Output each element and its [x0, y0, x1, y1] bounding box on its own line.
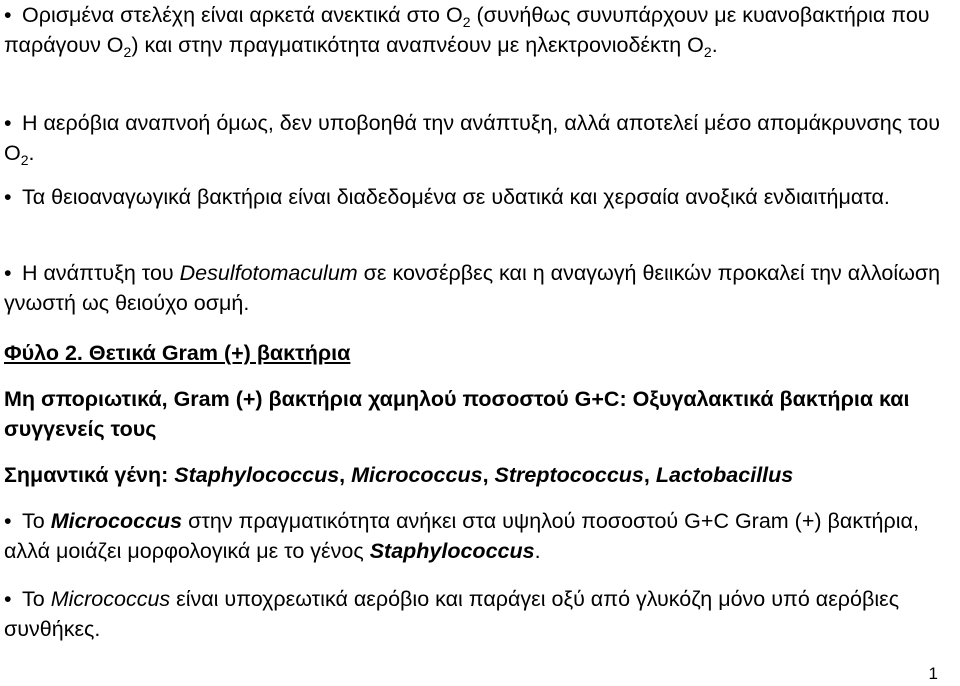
text: ) και στην πραγματικότητα αναπνέουν με ηλεκτρονιοδέκτη O	[131, 33, 704, 57]
genus-name: Micrococcus	[50, 587, 171, 611]
bullet: •	[4, 185, 12, 209]
text: Τα θειοαναγωγικά βακτήρια είναι διαδεδομένα σε υδατικά και χερσαία ανοξικά ενδιαιτήματα.	[22, 185, 890, 209]
text: στην πραγματικότητα ανήκει στα υψηλού ποσοστού G+C Gram (+) βακτήρια, αλλά μοιάζει μορφολογικά με το γένος	[4, 509, 919, 563]
page-number: 1	[928, 664, 938, 683]
bullet: •	[4, 3, 12, 27]
important-genera	[4, 460, 956, 490]
subscript: 2	[462, 14, 471, 30]
text: Η ανάπτυξη του	[22, 261, 180, 285]
genera-label: Σημαντικά γένη:	[4, 463, 175, 487]
paragraph-aerobic-respiration	[4, 108, 956, 168]
subscript: 2	[123, 44, 132, 60]
genus-name: Staphylococcus	[369, 539, 535, 563]
text: .	[534, 539, 541, 563]
subscript: 2	[703, 44, 712, 60]
text: Η αερόβια αναπνοή όμως, δεν υποβοηθά την ανάπτυξη, αλλά αποτελεί μέσο απομάκρυνσης του O	[4, 111, 940, 165]
text: Ορισμένα στελέχη είναι αρκετά ανεκτικά στο O	[22, 3, 463, 27]
text: Το	[22, 509, 51, 533]
separator: ,	[482, 463, 495, 487]
genus-name: Micrococcus	[50, 509, 183, 533]
paragraph-oxygen-tolerance	[4, 0, 956, 60]
paragraph-desulfotomaculum	[4, 258, 956, 318]
genus-name: Desulfotomaculum	[179, 261, 358, 285]
genus-name: Micrococcus	[351, 463, 483, 487]
genus-name: Lactobacillus	[655, 463, 794, 487]
separator: ,	[643, 463, 656, 487]
genus-name: Staphylococcus	[174, 463, 340, 487]
text: σε κονσέρβες και η αναγωγή θειικών προκαλεί την αλλοίωση γνωστή ως θειούχο οσμή.	[4, 261, 941, 315]
paragraph-micrococcus-aerobic	[4, 584, 956, 644]
genus-name: Streptococcus	[494, 463, 644, 487]
bullet: •	[4, 509, 12, 533]
bullet: •	[4, 261, 12, 285]
paragraph-sulfate-reducers	[4, 182, 956, 212]
paragraph-micrococcus-classification	[4, 506, 956, 566]
bullet: •	[4, 111, 12, 135]
text: .	[28, 141, 35, 165]
section-heading: Φύλο 2. Θετικά Gram (+) βακτήρια	[4, 341, 351, 365]
text: είναι υποχρεωτικά αερόβιο και παράγει οξύ από γλυκόζη μόνο υπό αερόβιες συνθήκες.	[4, 587, 900, 641]
separator: ,	[339, 463, 352, 487]
text: Το	[22, 587, 51, 611]
text: .	[711, 33, 718, 57]
section-subheading: Μη σποριωτικά, Gram (+) βακτήρια χαμηλού ποσοστού G+C: Οξυγαλακτικά βακτήρια και συγγενείς τους	[4, 387, 910, 441]
bullet: •	[4, 587, 12, 611]
subscript: 2	[20, 152, 29, 168]
text: (συνήθως συνυπάρχουν με κυανοβακτήρια που παράγουν O	[4, 3, 930, 57]
